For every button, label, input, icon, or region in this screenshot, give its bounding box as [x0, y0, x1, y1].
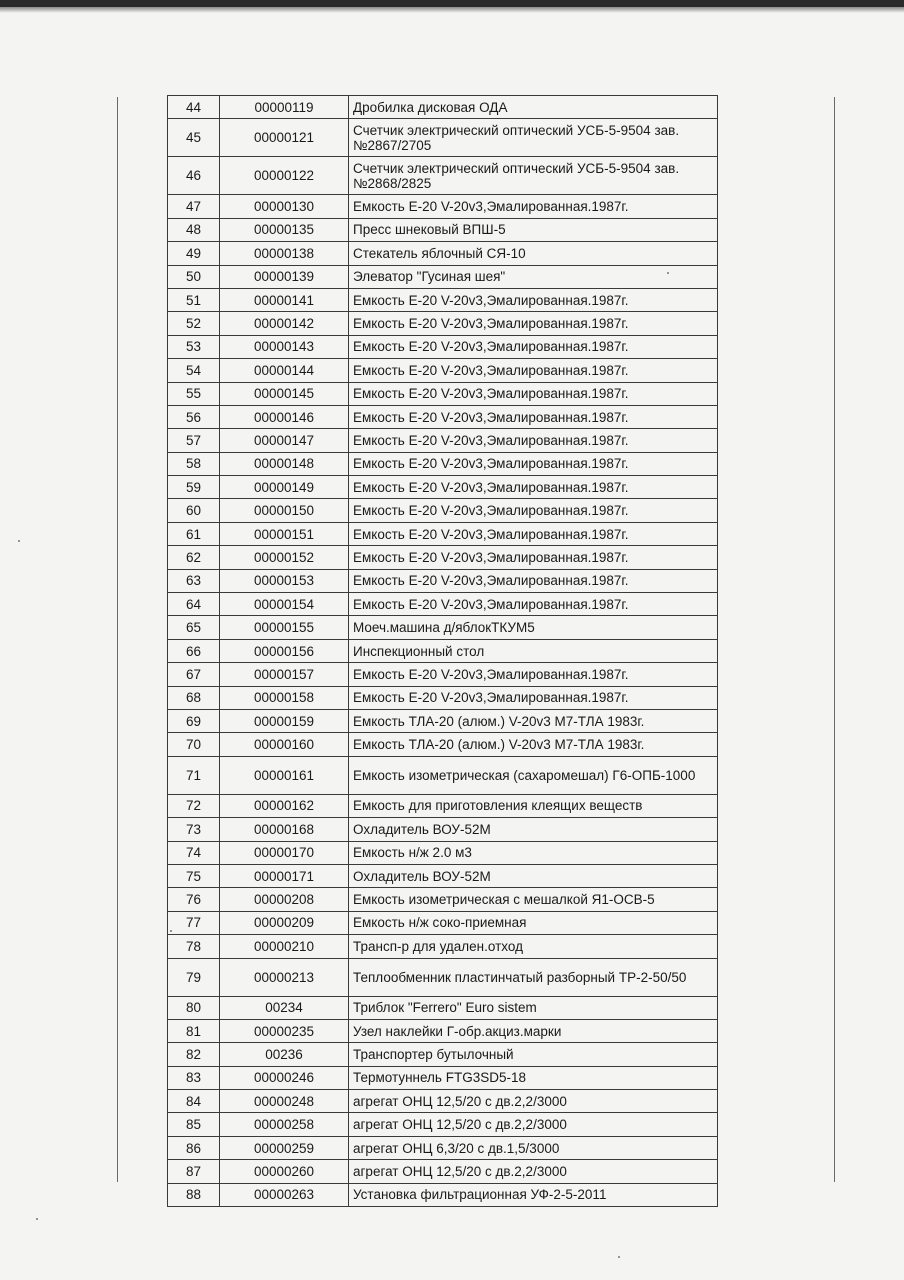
scan-speck	[36, 1218, 38, 1220]
row-number-cell: 58	[168, 452, 220, 475]
table-row	[168, 1043, 718, 1066]
row-number-cell: 77	[168, 911, 220, 934]
table-row	[168, 888, 718, 911]
table-row	[168, 794, 718, 817]
row-number-cell: 66	[168, 639, 220, 662]
row-number-cell: 72	[168, 794, 220, 817]
table-row	[168, 476, 718, 499]
table-row	[168, 935, 718, 958]
item-name-cell: Счетчик электрический оптический УСБ-5-9504 зав.№2867/2705	[349, 119, 718, 157]
scan-top-edge	[0, 0, 904, 7]
item-name-cell: Емкость Е-20 V-20v3,Эмалированная.1987г.	[349, 499, 718, 522]
inventory-code-cell: 00000248	[220, 1090, 349, 1113]
table-row	[168, 1066, 718, 1089]
item-name-cell: Емкость Е-20 V-20v3,Эмалированная.1987г.	[349, 405, 718, 428]
row-number-cell: 50	[168, 265, 220, 288]
item-name-cell: Термотуннель FTG3SD5-18	[349, 1066, 718, 1089]
inventory-code-cell: 00000210	[220, 935, 349, 958]
row-number-cell: 59	[168, 476, 220, 499]
item-name-cell: Емкость для приготовления клеящих веществ	[349, 794, 718, 817]
item-name-cell: Элеватор "Гусиная шея"	[349, 265, 718, 288]
row-number-cell: 67	[168, 663, 220, 686]
inventory-code-cell: 00000157	[220, 663, 349, 686]
inventory-code-cell: 00000122	[220, 157, 349, 195]
inventory-code-cell: 00000135	[220, 218, 349, 241]
inventory-code-cell: 00000258	[220, 1113, 349, 1136]
item-name-cell: Счетчик электрический оптический УСБ-5-9504 зав.№2868/2825	[349, 157, 718, 195]
table-row	[168, 639, 718, 662]
row-number-cell: 74	[168, 841, 220, 864]
inventory-code-cell: 00000153	[220, 569, 349, 592]
row-number-cell: 49	[168, 242, 220, 265]
scan-speck	[18, 540, 20, 542]
row-number-cell: 73	[168, 818, 220, 841]
table-row	[168, 1019, 718, 1042]
table-row	[168, 616, 718, 639]
row-number-cell: 71	[168, 756, 220, 794]
item-name-cell: Охладитель ВОУ-52М	[349, 864, 718, 887]
inventory-code-cell: 00000168	[220, 818, 349, 841]
table-row	[168, 841, 718, 864]
row-number-cell: 80	[168, 996, 220, 1019]
table-row	[168, 522, 718, 545]
item-name-cell: Емкость Е-20 V-20v3,Эмалированная.1987г.	[349, 312, 718, 335]
table-row	[168, 709, 718, 732]
table-row	[168, 593, 718, 616]
row-number-cell: 56	[168, 405, 220, 428]
item-name-cell: агрегат ОНЦ 6,3/20 с дв.1,5/3000	[349, 1136, 718, 1159]
item-name-cell: Емкость Е-20 V-20v3,Эмалированная.1987г.	[349, 522, 718, 545]
item-name-cell: Емкость ТЛА-20 (алюм.) V-20v3 М7-ТЛА 1983г.	[349, 733, 718, 756]
inventory-table	[167, 95, 718, 1207]
item-name-cell: агрегат ОНЦ 12,5/20 с дв.2,2/3000	[349, 1090, 718, 1113]
row-number-cell: 78	[168, 935, 220, 958]
row-number-cell: 64	[168, 593, 220, 616]
inventory-code-cell: 00000162	[220, 794, 349, 817]
inventory-code-cell: 00000151	[220, 522, 349, 545]
item-name-cell: Емкость Е-20 V-20v3,Эмалированная.1987г.	[349, 382, 718, 405]
item-name-cell: Емкость Е-20 V-20v3,Эмалированная.1987г.	[349, 686, 718, 709]
inventory-code-cell: 00000119	[220, 96, 349, 119]
item-name-cell: Дробилка дисковая ОДА	[349, 96, 718, 119]
inventory-code-cell: 00000150	[220, 499, 349, 522]
inventory-code-cell: 00000146	[220, 405, 349, 428]
inventory-code-cell: 00000235	[220, 1019, 349, 1042]
row-number-cell: 51	[168, 288, 220, 311]
inventory-code-cell: 00000213	[220, 958, 349, 996]
item-name-cell: Емкость Е-20 V-20v3,Эмалированная.1987г.	[349, 546, 718, 569]
item-name-cell: Емкость Е-20 V-20v3,Эмалированная.1987г.	[349, 452, 718, 475]
item-name-cell: агрегат ОНЦ 12,5/20 с дв.2,2/3000	[349, 1113, 718, 1136]
inventory-table-body	[168, 96, 718, 1207]
table-row	[168, 218, 718, 241]
item-name-cell: Транспортер бутылочный	[349, 1043, 718, 1066]
inventory-code-cell: 00000160	[220, 733, 349, 756]
inventory-code-cell: 00000130	[220, 195, 349, 218]
inventory-code-cell: 00000139	[220, 265, 349, 288]
item-name-cell: Трансп-р для удален.отход	[349, 935, 718, 958]
row-number-cell: 88	[168, 1183, 220, 1206]
table-row	[168, 242, 718, 265]
row-number-cell: 62	[168, 546, 220, 569]
row-number-cell: 84	[168, 1090, 220, 1113]
inventory-code-cell: 00000156	[220, 639, 349, 662]
table-row	[168, 818, 718, 841]
inventory-code-cell: 00000161	[220, 756, 349, 794]
item-name-cell: Емкость Е-20 V-20v3,Эмалированная.1987г.	[349, 429, 718, 452]
inventory-code-cell: 00000170	[220, 841, 349, 864]
inventory-code-cell: 00000209	[220, 911, 349, 934]
inventory-code-cell: 00000158	[220, 686, 349, 709]
row-number-cell: 68	[168, 686, 220, 709]
table-row	[168, 1160, 718, 1183]
row-number-cell: 76	[168, 888, 220, 911]
item-name-cell: Емкость Е-20 V-20v3,Эмалированная.1987г.	[349, 359, 718, 382]
table-row	[168, 1113, 718, 1136]
table-row	[168, 429, 718, 452]
inventory-code-cell: 00000159	[220, 709, 349, 732]
inventory-code-cell: 00000143	[220, 335, 349, 358]
inventory-code-cell: 00000149	[220, 476, 349, 499]
item-name-cell: Узел наклейки Г-обр.акциз.марки	[349, 1019, 718, 1042]
item-name-cell: Емкость Е-20 V-20v3,Эмалированная.1987г.	[349, 288, 718, 311]
item-name-cell: Емкость Е-20 V-20v3,Эмалированная.1987г.	[349, 593, 718, 616]
table-row	[168, 335, 718, 358]
page-margin-line-left	[117, 97, 118, 1182]
inventory-code-cell: 00000148	[220, 452, 349, 475]
row-number-cell: 57	[168, 429, 220, 452]
table-row	[168, 546, 718, 569]
row-number-cell: 48	[168, 218, 220, 241]
table-row	[168, 1136, 718, 1159]
table-row	[168, 1183, 718, 1206]
row-number-cell: 60	[168, 499, 220, 522]
item-name-cell: Емкость н/ж 2.0 м3	[349, 841, 718, 864]
table-row	[168, 265, 718, 288]
row-number-cell: 47	[168, 195, 220, 218]
row-number-cell: 54	[168, 359, 220, 382]
item-name-cell: Емкость Е-20 V-20v3,Эмалированная.1987г.	[349, 569, 718, 592]
item-name-cell: Емкость Е-20 V-20v3,Эмалированная.1987г.	[349, 476, 718, 499]
inventory-code-cell: 00000208	[220, 888, 349, 911]
scan-speck	[618, 1256, 620, 1258]
item-name-cell: Емкость изометрическая (сахаромешал) Г6-ОПБ-1000	[349, 756, 718, 794]
item-name-cell: Пресс шнековый ВПШ-5	[349, 218, 718, 241]
table-row	[168, 911, 718, 934]
table-row	[168, 119, 718, 157]
table-row	[168, 312, 718, 335]
item-name-cell: Установка фильтрационная УФ-2-5-2011	[349, 1183, 718, 1206]
item-name-cell: Триблок "Ferrero" Euro sistem	[349, 996, 718, 1019]
row-number-cell: 63	[168, 569, 220, 592]
item-name-cell: агрегат ОНЦ 12,5/20 с дв.2,2/3000	[349, 1160, 718, 1183]
scan-top-shadow	[0, 7, 904, 13]
table-row	[168, 382, 718, 405]
table-row	[168, 733, 718, 756]
inventory-code-cell: 00000142	[220, 312, 349, 335]
table-row	[168, 1090, 718, 1113]
row-number-cell: 81	[168, 1019, 220, 1042]
inventory-code-cell: 00000260	[220, 1160, 349, 1183]
table-row	[168, 96, 718, 119]
row-number-cell: 65	[168, 616, 220, 639]
table-row	[168, 499, 718, 522]
row-number-cell: 86	[168, 1136, 220, 1159]
item-name-cell: Емкость ТЛА-20 (алюм.) V-20v3 М7-ТЛА 1983г.	[349, 709, 718, 732]
row-number-cell: 53	[168, 335, 220, 358]
item-name-cell: Емкость Е-20 V-20v3,Эмалированная.1987г.	[349, 663, 718, 686]
table-row	[168, 569, 718, 592]
row-number-cell: 46	[168, 157, 220, 195]
row-number-cell: 69	[168, 709, 220, 732]
item-name-cell: Стекатель яблочный СЯ-10	[349, 242, 718, 265]
inventory-code-cell: 00000154	[220, 593, 349, 616]
table-row	[168, 359, 718, 382]
item-name-cell: Емкость н/ж соко-приемная	[349, 911, 718, 934]
inventory-code-cell: 00000138	[220, 242, 349, 265]
row-number-cell: 44	[168, 96, 220, 119]
row-number-cell: 55	[168, 382, 220, 405]
table-row	[168, 288, 718, 311]
table-row	[168, 405, 718, 428]
row-number-cell: 87	[168, 1160, 220, 1183]
table-row	[168, 452, 718, 475]
table-row	[168, 686, 718, 709]
inventory-code-cell: 00000246	[220, 1066, 349, 1089]
item-name-cell: Моеч.машина д/яблокТКУМ5	[349, 616, 718, 639]
row-number-cell: 70	[168, 733, 220, 756]
inventory-code-cell: 00000259	[220, 1136, 349, 1159]
item-name-cell: Теплообменник пластинчатый разборный ТР-2-50/50	[349, 958, 718, 996]
inventory-code-cell: 00000145	[220, 382, 349, 405]
table-row	[168, 157, 718, 195]
item-name-cell: Емкость изометрическая с мешалкой Я1-ОСВ-5	[349, 888, 718, 911]
inventory-code-cell: 00234	[220, 996, 349, 1019]
row-number-cell: 83	[168, 1066, 220, 1089]
table-row	[168, 864, 718, 887]
inventory-code-cell: 00000263	[220, 1183, 349, 1206]
row-number-cell: 61	[168, 522, 220, 545]
table-row	[168, 996, 718, 1019]
item-name-cell: Емкость Е-20 V-20v3,Эмалированная.1987г.	[349, 335, 718, 358]
table-row	[168, 663, 718, 686]
inventory-code-cell: 00000152	[220, 546, 349, 569]
inventory-code-cell: 00000147	[220, 429, 349, 452]
row-number-cell: 75	[168, 864, 220, 887]
inventory-code-cell: 00000171	[220, 864, 349, 887]
inventory-code-cell: 00000144	[220, 359, 349, 382]
row-number-cell: 85	[168, 1113, 220, 1136]
inventory-code-cell: 00236	[220, 1043, 349, 1066]
table-row	[168, 195, 718, 218]
table-row	[168, 756, 718, 794]
row-number-cell: 82	[168, 1043, 220, 1066]
row-number-cell: 52	[168, 312, 220, 335]
inventory-code-cell: 00000155	[220, 616, 349, 639]
row-number-cell: 45	[168, 119, 220, 157]
page-margin-line-right	[834, 97, 835, 1182]
inventory-code-cell: 00000121	[220, 119, 349, 157]
inventory-code-cell: 00000141	[220, 288, 349, 311]
item-name-cell: Инспекционный стол	[349, 639, 718, 662]
row-number-cell: 79	[168, 958, 220, 996]
table-row	[168, 958, 718, 996]
item-name-cell: Емкость Е-20 V-20v3,Эмалированная.1987г.	[349, 195, 718, 218]
item-name-cell: Охладитель ВОУ-52М	[349, 818, 718, 841]
